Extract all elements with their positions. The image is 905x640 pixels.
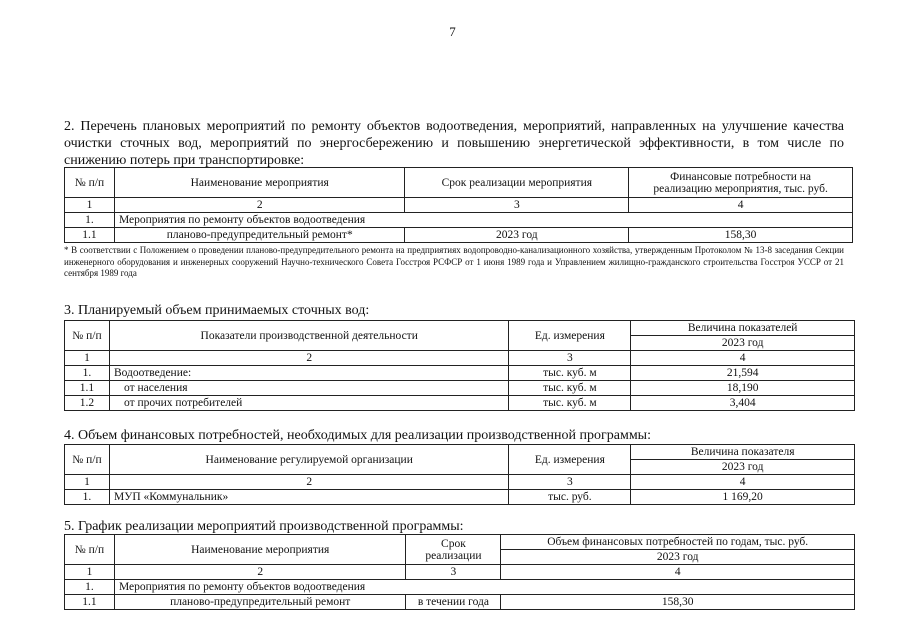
row-term: 2023 год [405, 228, 629, 243]
table-header-row [65, 535, 855, 550]
col-number: 4 [631, 351, 855, 366]
row-unit: тыс. руб. [509, 490, 631, 505]
col-number: 1 [65, 198, 115, 213]
row-name: планово-предупредительный ремонт [114, 595, 406, 610]
table-row [65, 490, 855, 505]
row-group-title: Мероприятия по ремонту объектов водоотведения [114, 213, 852, 228]
col-header-name: Наименование мероприятия [114, 535, 406, 565]
col-header-no: № п/п [65, 535, 115, 565]
row-unit: тыс. куб. м [509, 396, 631, 411]
col-number: 3 [405, 198, 629, 213]
col-header-indicator: Показатели производственной деятельности [109, 321, 508, 351]
table-header-row [65, 445, 855, 460]
col-header-unit: Ед. измерения [509, 445, 631, 475]
row-name: Водоотведение: [109, 366, 508, 381]
col-header-value: Величина показателей [631, 321, 855, 336]
section-5-title: 5. График реализации мероприятий производственной программы: [64, 519, 464, 534]
page-number: 7 [449, 24, 456, 39]
row-unit: тыс. куб. м [509, 381, 631, 396]
col-number: 3 [406, 565, 501, 580]
row-unit: тыс. куб. м [509, 366, 631, 381]
row-value: 3,404 [631, 396, 855, 411]
row-value: 18,190 [631, 381, 855, 396]
table-row [65, 228, 853, 243]
table-row [65, 381, 855, 396]
row-number: 1.1 [65, 595, 115, 610]
col-header-finance-line2: реализацию мероприятия, тыс. руб. [653, 182, 828, 195]
table-row [65, 366, 855, 381]
col-header-value: Величина показателя [631, 445, 855, 460]
col-number: 2 [114, 565, 406, 580]
table-5-schedule [64, 534, 855, 610]
col-header-finance [629, 168, 853, 198]
table-number-row [65, 351, 855, 366]
table-row [65, 213, 853, 228]
col-number: 3 [509, 351, 631, 366]
table-header-row [65, 321, 855, 336]
col-number: 1 [65, 565, 115, 580]
table-row [65, 580, 855, 595]
col-header-year: 2023 год [631, 460, 855, 475]
table-number-row [65, 475, 855, 490]
table-3-wastewater-volume [64, 320, 855, 411]
row-value: 158,30 [501, 595, 855, 610]
col-number: 2 [109, 475, 508, 490]
table-number-row [65, 198, 853, 213]
col-header-unit: Ед. измерения [509, 321, 631, 351]
col-header-name: Наименование мероприятия [114, 168, 405, 198]
col-number: 4 [501, 565, 855, 580]
col-number: 1 [65, 475, 110, 490]
row-organization: МУП «Коммунальник» [109, 490, 508, 505]
row-term: в течении года [406, 595, 501, 610]
table-row [65, 396, 855, 411]
table-number-row [65, 565, 855, 580]
col-number: 3 [509, 475, 631, 490]
col-header-year: 2023 год [501, 550, 855, 565]
col-header-no: № п/п [65, 168, 115, 198]
col-header-finance: Объем финансовых потребностей по годам, тыс. руб. [501, 535, 855, 550]
row-number: 1. [65, 366, 110, 381]
row-value: 1 169,20 [631, 490, 855, 505]
row-number: 1. [65, 580, 115, 595]
col-header-term-line2: реализации [425, 549, 482, 562]
section-3-title: 3. Планируемый объем принимаемых сточных вод: [64, 303, 370, 318]
section-4-title: 4. Объем финансовых потребностей, необходимых для реализации производственной программы: [64, 428, 651, 443]
row-number: 1.1 [65, 381, 110, 396]
col-header-term [406, 535, 501, 565]
col-header-term-line1: Срок [441, 537, 466, 550]
col-header-no: № п/п [65, 445, 110, 475]
col-header-no: № п/п [65, 321, 110, 351]
col-header-organization: Наименование регулируемой организации [109, 445, 508, 475]
section-2-title: 2. Перечень плановых мероприятий по ремонту объектов водоотведения, мероприятий, направленных на улучшение качества очистки сточных вод, мероприятий по энергосбережению и повышению энергетической эффективности, в том числе по снижению потерь при транспортировке: [64, 119, 844, 168]
row-group-title: Мероприятия по ремонту объектов водоотведения [114, 580, 854, 595]
row-number: 1.1 [65, 228, 115, 243]
col-header-year: 2023 год [631, 336, 855, 351]
col-number: 4 [629, 198, 853, 213]
col-number: 4 [631, 475, 855, 490]
col-number: 2 [114, 198, 405, 213]
col-header-finance-line1: Финансовые потребности на [670, 170, 812, 183]
row-name: от прочих потребителей [109, 396, 508, 411]
table-4-financial-needs [64, 444, 855, 505]
row-number: 1. [65, 213, 115, 228]
table-row [65, 595, 855, 610]
row-name: от населения [109, 381, 508, 396]
table-2-activities [64, 167, 853, 243]
col-header-term: Срок реализации мероприятия [405, 168, 629, 198]
footnote: * В соответствии с Положением о проведении планово-предупредительного ремонта на предприятиях водопроводно-канализационного хозяйства, утвержденным Протоколом № 13-8 заседания Секции инженерного оборудования и инженерных сооружений Научно-технического Совета Госстроя РСФСР от 1 июня 1989 года и Управлением жилищно-гражданского строительства Госстроя УССР от 21 сентября 1989 года [64, 245, 844, 278]
row-value: 21,594 [631, 366, 855, 381]
col-number: 2 [109, 351, 508, 366]
row-value: 158,30 [629, 228, 853, 243]
row-name: планово-предупредительный ремонт* [114, 228, 405, 243]
col-number: 1 [65, 351, 110, 366]
row-number: 1. [65, 490, 110, 505]
row-number: 1.2 [65, 396, 110, 411]
table-header-row [65, 168, 853, 198]
